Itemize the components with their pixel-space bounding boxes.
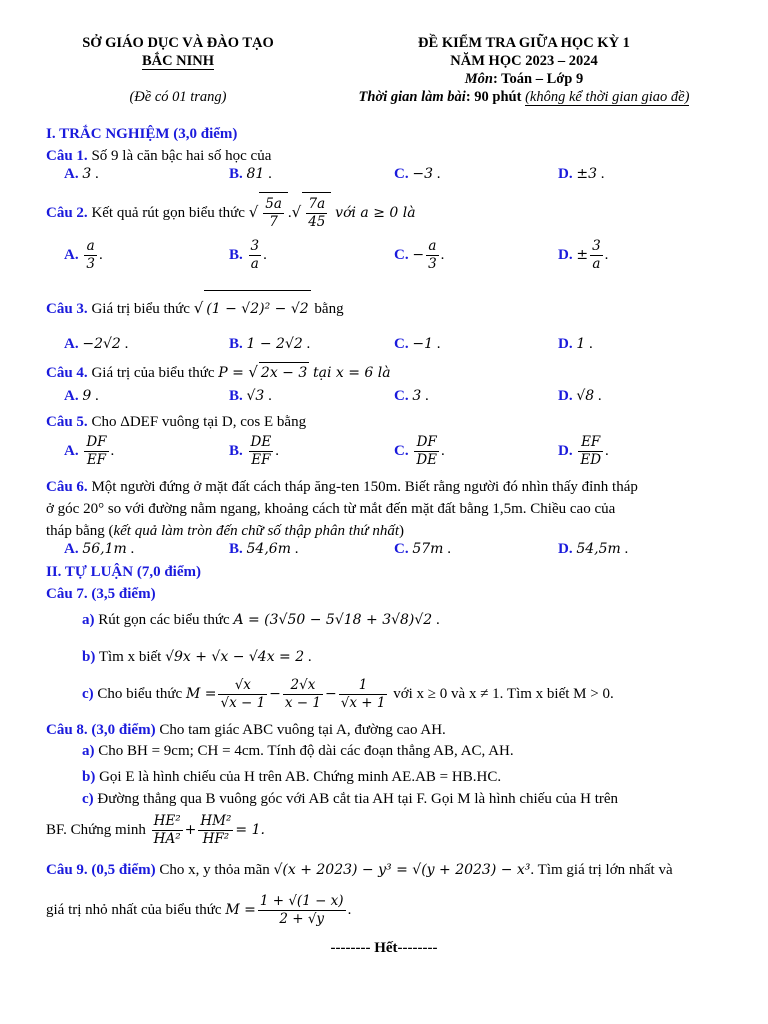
q1-option-c: C. −3 . bbox=[394, 166, 441, 182]
q3-option-a: A. −2√2 . bbox=[64, 336, 129, 352]
header-exam bbox=[314, 34, 734, 106]
q4-option-a: A. 9 . bbox=[64, 388, 99, 404]
q2-option-a: A. $\frac{a}{3}$ . bbox=[64, 238, 103, 272]
q4-option-b: B. √3 . bbox=[229, 388, 272, 404]
question-9: Câu 9. (0,5 điểm) Cho x, y thỏa mãn √(x + 2023) − y³ = √(y + 2023) − x³. Tìm giá trị lớn nhất và bbox=[46, 862, 673, 878]
q2-option-c: C. − $\frac{a}{3}$ . bbox=[394, 238, 445, 272]
time-line: Thời gian làm bài: 90 phút (không kể thời gian giao đề) bbox=[358, 89, 690, 105]
q3-option-b: B. 1 − 2√2 . bbox=[229, 336, 311, 352]
q3-options bbox=[46, 336, 720, 358]
question-2: Câu 2. Kết quả rút gọn biểu thức √ $\frac{5a}{7}$ .√ $\frac{7a}{45}$ với a ≥ 0 là bbox=[46, 192, 720, 233]
q5-options bbox=[46, 434, 720, 474]
exam-title: ĐỀ KIỂM TRA GIỮA HỌC KỲ 1 bbox=[418, 35, 630, 51]
q4-option-d: D. √8 . bbox=[558, 388, 602, 404]
q6-option-d: D. 54,5m . bbox=[558, 541, 629, 557]
q9-line2: giá trị nhỏ nhất của biểu thức M = $\frac{1 + √(1 - x)}{2 + √y}$ . bbox=[46, 893, 352, 928]
part1-title: I. TRẮC NGHIỆM (3,0 điểm) bbox=[46, 126, 238, 142]
q7b: b) Tìm x biết √9x + √x − √4x = 2 . bbox=[82, 649, 312, 665]
q3-option-d: D. 1 . bbox=[558, 336, 593, 352]
question-4: Câu 4. Giá trị của biểu thức P = √ 2x − 3 tại x = 6 là bbox=[46, 363, 391, 381]
question-8: Câu 8. (3,0 điểm) Cho tam giác ABC vuông tại A, đường cao AH. bbox=[46, 722, 446, 738]
q6-option-c: C. 57m . bbox=[394, 541, 451, 557]
q4-options bbox=[46, 388, 720, 410]
q5-option-c: C. $\frac{DF}{DE}$ . bbox=[394, 434, 445, 468]
q6-option-a: A. 56,1m . bbox=[64, 541, 135, 557]
q1-option-d: D. ±3 . bbox=[558, 166, 605, 182]
end-marker: -------- Hết-------- bbox=[330, 940, 438, 956]
header-department bbox=[50, 34, 306, 106]
q1-options bbox=[46, 166, 720, 188]
q5-option-b: B. $\frac{DE}{EF}$ . bbox=[229, 434, 279, 468]
q3-option-c: C. −1 . bbox=[394, 336, 441, 352]
q1-option-b: B. 81 . bbox=[229, 166, 272, 182]
question-7-label: Câu 7. (3,5 điểm) bbox=[46, 586, 156, 602]
q2-options bbox=[46, 238, 720, 278]
q1-option-a: A. 3 . bbox=[64, 166, 99, 182]
dept-line2: BẮC NINH bbox=[141, 53, 215, 69]
q4-option-c: C. 3 . bbox=[394, 388, 429, 404]
q5-option-a: A. $\frac{DF}{EF}$ . bbox=[64, 434, 115, 468]
q6-options bbox=[46, 541, 720, 563]
q5-option-d: D. $\frac{EF}{ED}$ . bbox=[558, 434, 609, 468]
question-3: Câu 3. Giá trị biểu thức √ (1 − √2)² − √2 bằng bbox=[46, 290, 720, 327]
question-5: Câu 5. Cho ΔDEF vuông tại D, cos E bằng bbox=[46, 414, 307, 430]
subject-line: Môn: Toán – Lớp 9 bbox=[464, 71, 584, 87]
q8a: a) Cho BH = 9cm; CH = 4cm. Tính độ dài các đoạn thẳng AB, AC, AH. bbox=[82, 743, 514, 759]
q8b: b) Gọi E là hình chiếu của H trên AB. Chứng minh AE.AB = HB.HC. bbox=[82, 769, 502, 785]
question-1: Câu 1. Số 9 là căn bậc hai số học của bbox=[46, 148, 272, 164]
question-6: Câu 6. Một người đứng ở mặt đất cách tháp ăng-ten 150m. Biết rằng người đó nhìn thấy đỉnh tháp ở góc 20° so với đường nằm ngang, khoảng cách từ mắt đến mặt đất bằng 1,5m. Chiều cao của tháp bằng (kết quả làm tròn đến chữ số thập phân thứ nhất) bbox=[46, 479, 638, 539]
dept-line1: SỞ GIÁO DỤC VÀ ĐÀO TẠO bbox=[82, 35, 274, 51]
q8c: c) Đường thẳng qua B vuông góc với AB cắt tia AH tại F. Gọi M là hình chiếu của H trên bbox=[82, 791, 619, 807]
school-year: NĂM HỌC 2023 – 2024 bbox=[450, 53, 598, 69]
pages-note: (Đề có 01 trang) bbox=[129, 89, 227, 105]
q2-option-d: D. ± $\frac{3}{a}$ . bbox=[558, 238, 609, 272]
q7c: c) Cho biểu thức M = $\frac{√x}{√x - 1}$ − $\frac{2√x}{x - 1}$ − $\frac{1}{√x + 1}$ với x ≥ 0 và x ≠ 1. Tìm x biết M > 0. bbox=[82, 677, 614, 712]
q7a: a) Rút gọn các biểu thức A = (3√50 − 5√18 + 3√8)√2 . bbox=[82, 612, 440, 628]
q6-option-b: B. 54,6m . bbox=[229, 541, 299, 557]
q2-option-b: B. $\frac{3}{a}$ . bbox=[229, 238, 267, 272]
part2-title: II. TỰ LUẬN (7,0 điểm) bbox=[46, 564, 202, 580]
q8c-proof: BF. Chứng minh $\frac{\text{HE²}}{\text{HA²}}$ + $\frac{\text{HM²}}{\text{HF²}}$ = 1. bbox=[46, 813, 265, 848]
